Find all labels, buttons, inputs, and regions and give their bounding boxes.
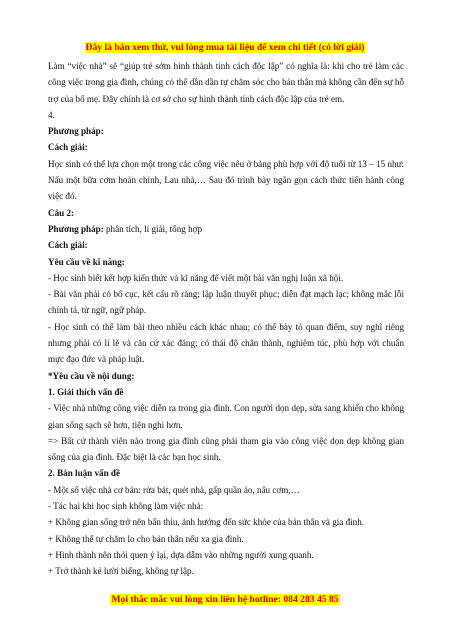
solution-label-2: Cách giải: xyxy=(48,240,88,251)
preview-banner xyxy=(0,42,450,53)
method-label: Phương pháp: xyxy=(48,126,104,137)
section-2-item-6: + Trở thành kẻ lười biếng, không tự lập. xyxy=(48,566,194,577)
section-2-item-1: - Một số việc nhà cơ bản: rửa bát, quét nhà, gấp quần áo, nấu cơm,… xyxy=(48,484,300,495)
solution-label: Cách giải: xyxy=(48,142,88,153)
hotline-footer xyxy=(0,594,450,605)
skill-item-1: - Học sinh biết kết hợp kiến thức và kĩ năng để viết một bài văn nghị luận xã hội. xyxy=(48,272,344,283)
section-2-item-4: + Không thể tự chăm lo cho bản thân nếu xa gia đình. xyxy=(48,533,244,544)
section-2-item-2: - Tác hại khi học sinh không làm việc nhà: xyxy=(48,501,204,512)
document-body xyxy=(48,58,404,580)
content-heading: *Yêu cầu về nội dung: xyxy=(48,370,135,381)
paragraph-solution: Học sinh có thể lựa chọn một trong các công việc nêu ở bảng phù hợp với độ tuổi từ 13 – 15 như: Nấu một bữa cơm hoàn chỉnh, Lau nhà,… Sau đó trình bày ngắn gọn cách thức tiến hành công việc đó. xyxy=(48,158,404,202)
method-label-2: Phương pháp: xyxy=(48,223,104,234)
section-2-item-3: + Không gian sống trở nên bẩn thỉu, ảnh hưởng đến sức khỏe của bản thân và gia đình. xyxy=(48,517,365,528)
skill-item-3: - Học sinh có thể làm bài theo nhiều cách khác nhau; có thể bày tỏ quan điểm, suy nghĩ riêng nhưng phải có lí lẽ và căn cứ xác đáng; có thái độ chân thành, nghiêm túc, phù hợp với chuẩn mực đạo đức và pháp luật. xyxy=(48,321,404,365)
method-line xyxy=(48,221,404,237)
section-2-title: 2. Bàn luận vấn đề xyxy=(48,468,121,479)
hotline-footer-text: Mọi thắc mắc vui lòng xin liên hệ hotline: 084 283 45 85 xyxy=(111,594,339,605)
section-1-title: 1. Giải thích vấn đề xyxy=(48,386,124,397)
section-2-item-5: + Hình thành nên thói quen ỷ lại, dựa dẫm vào những người xung quanh. xyxy=(48,549,314,560)
method-value: phân tích, lí giải, tổng hợp xyxy=(103,223,202,234)
skills-heading: Yêu cầu về kĩ năng: xyxy=(48,256,125,267)
question-2-heading: Câu 2: xyxy=(48,207,75,218)
section-1-paragraph-2: => Bất cứ thành viên nào trong gia đình cũng phải tham gia vào công việc dọn dẹp không gian sống của gia đình. Đặc biệt là các bạn học sinh. xyxy=(48,435,404,463)
section-1-paragraph-1: - Việc nhà những công việc diễn ra trong gia đình. Con người dọn dẹp, sửa sang khiến cho không gian sống sạch sẽ hơn, tiện nghi hơn. xyxy=(48,403,404,430)
skill-item-2: - Bài văn phải có bố cục, kết cấu rõ ràng; lập luận thuyết phục; diễn đạt mạch lạc; không mắc lỗi chính tả, từ ngữ, ngữ pháp. xyxy=(48,289,404,316)
question-number: 4. xyxy=(48,109,55,120)
paragraph-intro: Làm “việc nhà” sẽ “giúp trẻ sớm hình thành tính cách độc lập” có nghĩa là: khi cho trẻ làm các công việc trong gia đình, chúng có thể dần dần tự chăm sóc cho bản thân mà không cần đến sự hỗ trợ của bố mẹ. Đây chính là cơ sở cho sự hình thành tính cách độc lập của trẻ em. xyxy=(48,61,404,104)
preview-banner-text: Đây là bản xem thử, vui lòng mua tài liệu để xem chi tiết (có lời giải) xyxy=(85,42,365,53)
